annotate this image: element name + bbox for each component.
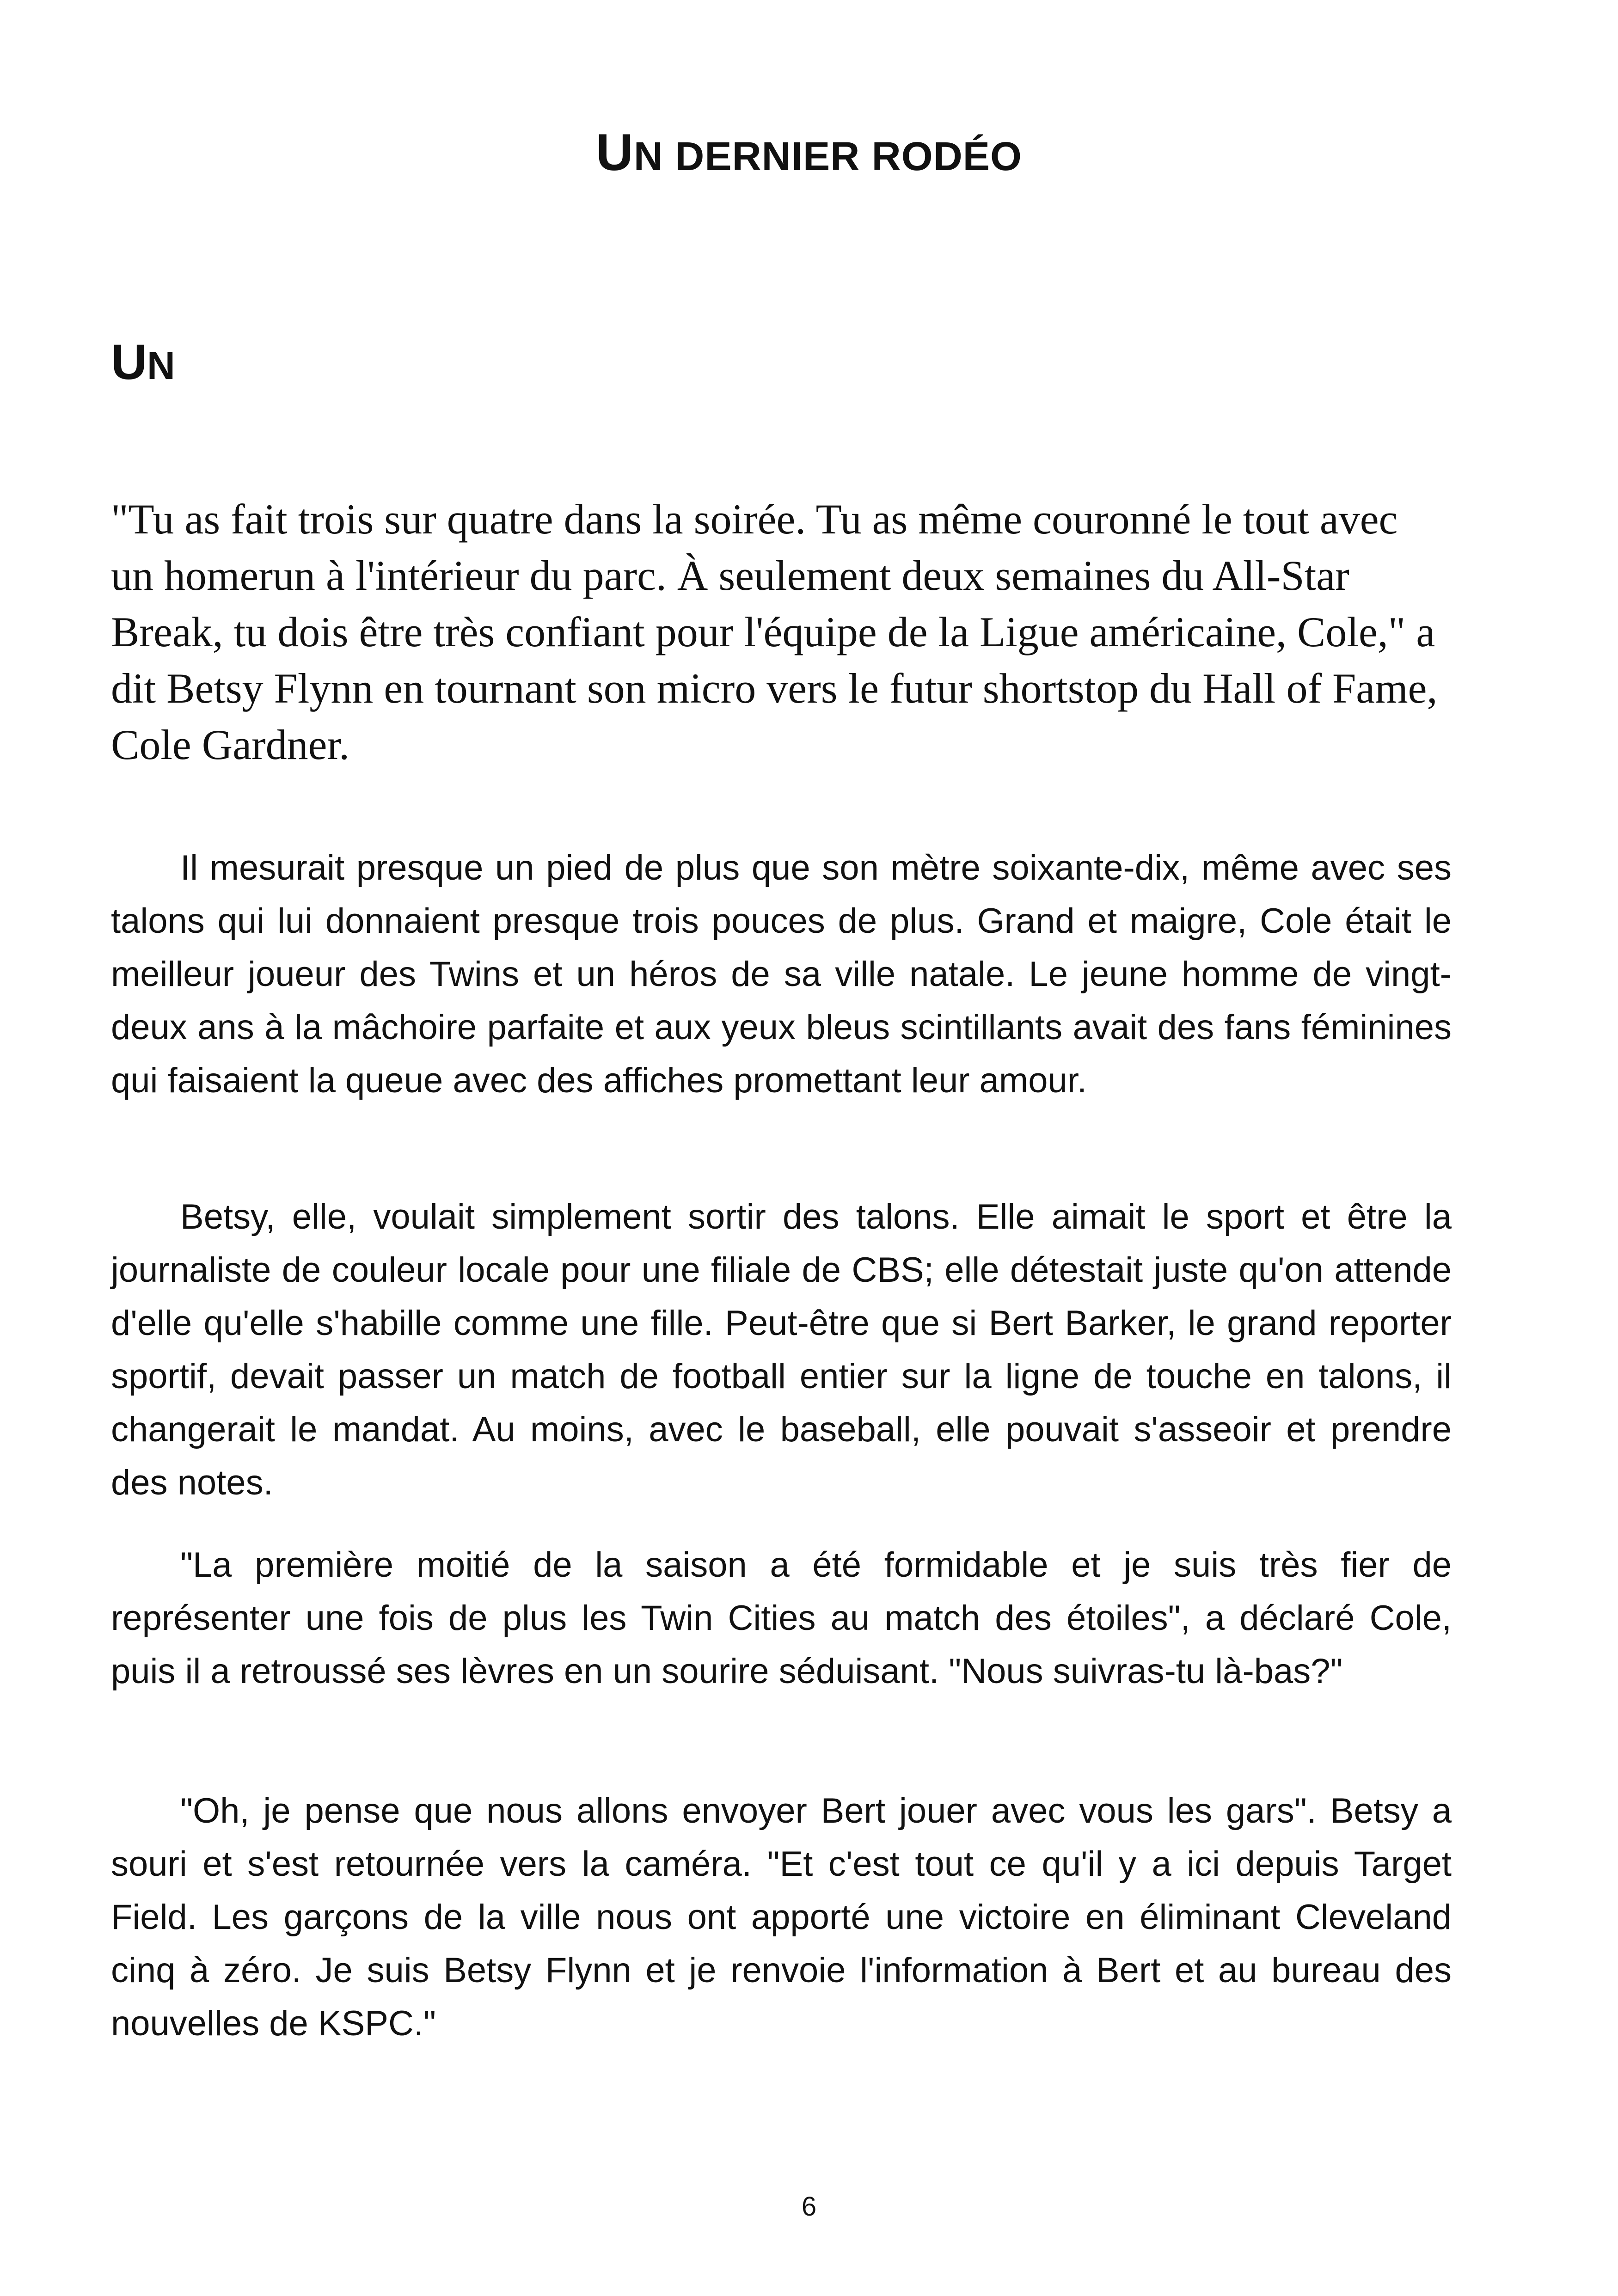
chapter-title-rest: N	[147, 344, 175, 387]
book-title-rest: N DERNIER RODÉO	[633, 134, 1023, 179]
chapter-title	[111, 333, 175, 391]
body-paragraph: Il mesurait presque un pied de plus que son mètre soixante-dix, même avec ses talons qui lui donnaient presque trois pouces de plus. Grand et maigre, Cole était le meilleur joueur des Twins et un héros de sa ville natale. Le jeune homme de vingt-deux ans à la mâchoire parfaite et aux yeux bleus scintillants avait des fans féminines qui faisaient la queue avec des affiches promettant leur amour.	[111, 848, 1452, 1100]
book-title	[0, 122, 1618, 182]
chapter-title-initial: U	[111, 334, 147, 390]
page-number: 6	[801, 2192, 817, 2222]
body-paragraph: "Oh, je pense que nous allons envoyer Bert jouer avec vous les gars". Betsy a souri et s'est retournée vers la caméra. "Et c'est tout ce qu'il y a ici depuis Target Field. Les garçons de la ville nous ont apporté une victoire en éliminant Cleveland cinq à zéro. Je suis Betsy Flynn et je renvoie l'information à Bert et au bureau des nouvelles de KSPC."	[111, 1791, 1452, 2043]
body-paragraph: Betsy, elle, voulait simplement sortir des talons. Elle aimait le sport et être la journaliste de couleur locale pour une filiale de CBS; elle détestait juste qu'on attende d'elle qu'elle s'habille comme une fille. Peut-être que si Bert Barker, le grand reporter sportif, devait passer un match de football entier sur la ligne de touche en talons, il changerait le mandat. Au moins, avec le baseball, elle pouvait s'asseoir et prendre des notes.	[111, 1197, 1452, 1502]
book-title-initial: U	[595, 123, 634, 181]
body-paragraph: "La première moitié de la saison a été formidable et je suis très fier de représenter une fois de plus les Twin Cities au match des étoiles", a déclaré Cole, puis il a retroussé ses lèvres en un sourire séduisant. "Nous suivras-tu là-bas?"	[111, 1545, 1452, 1691]
lead-paragraph: "Tu as fait trois sur quatre dans la soirée. Tu as même couronné le tout avec un homerun à l'intérieur du parc. À seulement deux semaines du All-Star Break, tu dois être très confiant pour l'équipe de la Ligue américaine, Cole," a dit Betsy Flynn en tournant son micro vers le futur shortstop du Hall of Fame, Cole Gardner.	[111, 496, 1438, 768]
